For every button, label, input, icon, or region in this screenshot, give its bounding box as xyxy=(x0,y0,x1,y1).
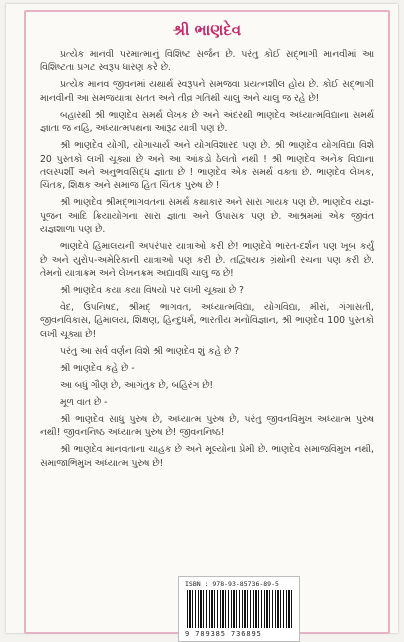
barcode-bars xyxy=(187,590,292,628)
paragraph-11: આ બધું ગૌણ છે, આગંતુક છે, બહિરંગ છે! xyxy=(60,379,214,391)
paragraph-8: વેદ, ઉપનિષદ, શ્રીમદ્ ભાગવત, અધ્યાત્મવિદ્યા, યોગવિદ્યા, મીરાં, ગંગાસતી, જીવનવિકાસ, હિમાલય, શિક્ષણ, હિન્દુધર્મ, ભારતીય મનોવિજ્ઞાન, શ્રી ભાણદેવ 100 પુસ્તકો લખી ચૂક્યા છે! xyxy=(40,302,374,340)
barcode-digits: 9 789385 736895 xyxy=(185,630,262,638)
paragraph-4: શ્રી ભાણદેવ યોગી, યોગાચાર્ય અને યોગવિશારદ પણ છે. શ્રી ભાણદેવ યોગવિદ્યા વિશે 20 પુસ્તકો લખી ચૂક્યા છે અને આ આંકડો ઠેલતો નથી ! શ્રી ભાણદેવ અનેક વિદ્યાના તલસ્પર્શી અને અનુભવસિદ્ધ જ્ઞાતા છે ! ભાણદેવ એક સમર્થ વક્તા છે. ભાણદેવ લેખક, ચિંતક, શિક્ષક અને સમાજ હિત ચિંતક પુરુષ છે ! xyxy=(40,140,374,192)
cover-title: શ્રી ભાણદેવ xyxy=(172,21,242,39)
paragraph-5: શ્રી ભાણદેવ શ્રીમદ્ભાગવતના સમર્થ કથાકાર અને સારા ગાયક પણ છે. ભાણદેવ યજ્ઞ-પૂજન આદિ ક્રિયાયોગના સારા જ્ઞાતા અને ઉપાસક પણ છે. આશ્રમમાં એક જીવંત યજ્ઞશાળા પણ છે. xyxy=(40,197,374,236)
paragraph-9: પરંતુ આ સર્વ વર્ણન વિશે શ્રી ભાણદેવ શું કહે છે ? xyxy=(60,345,240,357)
paragraph-10: શ્રી ભાણદેવ કહે છે - xyxy=(60,362,135,374)
cover-border-frame xyxy=(24,10,390,638)
book-back-cover xyxy=(6,4,398,638)
paragraph-7: શ્રી ભાણદેવ કયા કયા વિષયો પર લખી ચૂક્યા છે ? xyxy=(60,285,244,297)
isbn-barcode xyxy=(178,576,300,642)
paragraph-13: શ્રી ભાણદેવ સાધુ પુરુષ છે, અધ્યાત્મ પુરુષ છે, પરંતુ જીવનવિમુખ અધ્યાત્મ પુરુષ નથી! જીવનનિષ્ઠ અધ્યાત્મ પુરુષ છે! જીવનનિષ્ઠ! xyxy=(40,413,374,439)
paragraph-6: ભાણદેવે હિમાલયની અપરંપાર યાત્રાઓ કરી છે! ભાણદેવે ભારત-દર્શન પણ ખૂબ કર્યું છે અને યુરોપ-અમેરિકાની યાત્રાઓ પણ કરી છે. તદ્વિષયક ગ્રંથોની રચના પણ કરી છે. તેમનો યાત્રાક્રમ અને લેખનક્રમ અદ્યાવધિ ચાલુ જ છે! xyxy=(40,241,374,280)
paragraph-12: મૂળ વાત છે - xyxy=(60,396,108,408)
paragraph-3: બહારથી શ્રી ભાણદેવ સમર્થ લેખક છે અને અંદરથી ભાણદેવ અધ્યાત્મવિદ્યાના સમર્થ જ્ઞાતા જ નહિ, અધ્યાત્મપથના આરૂઢ યાત્રી પણ છે. xyxy=(40,109,374,135)
isbn-label: ISBN : 978-93-85736-89-5 xyxy=(185,580,279,588)
paragraph-2: પ્રત્યેક માનવ જીવનમાં યથાર્થ સ્વરૂપને સમજવા પ્રયત્નશીલ હોય છે. કોઈ સદ્ભાગી માનવીની આ સમજયાત્રા સતત અને તીવ્ર ગતિથી ચાલુ અને ચાલુ જ રહે છે! xyxy=(40,79,374,104)
paragraph-14: શ્રી ભાણદેવ માનવતાના ચાહક છે અને મૂલ્યોના પ્રેમી છે. ભાણદેવ સમાજવિમુખ નથી, સમાજાભિમુખ અધ્યાત્મ પુરુષ છે! xyxy=(40,444,374,469)
cover-description xyxy=(40,48,374,474)
paragraph-1: પ્રત્યેક માનવી પરમાત્માનું વિશિષ્ટ સર્જન છે. પરંતુ કોઈ સદ્ભાગી માનવીમાં આ વિશિષ્ટતા પ્રગટ સ્વરૂપ ધારણ કરે છે. xyxy=(40,49,374,74)
